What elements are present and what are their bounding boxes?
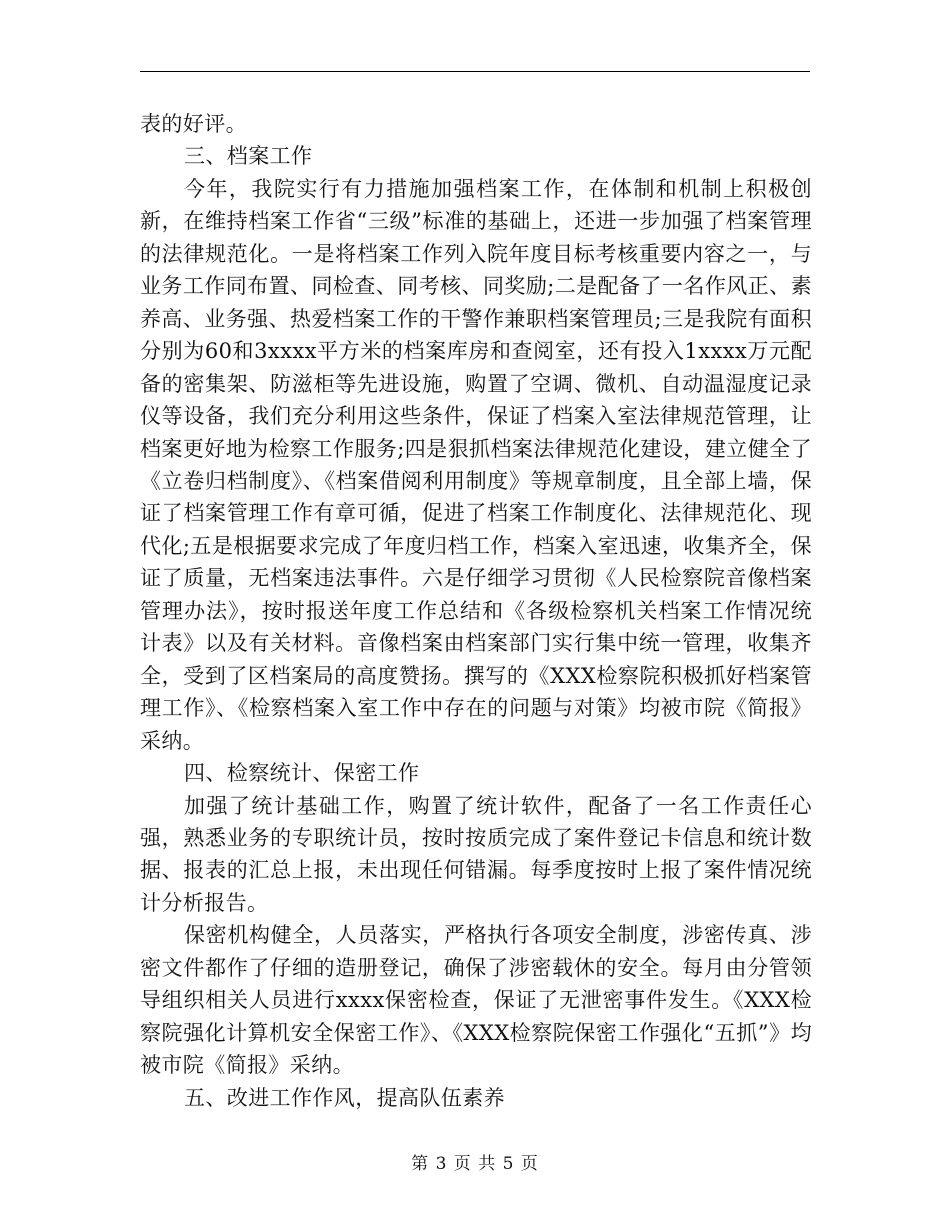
footer-page-number: 3 [435,1154,448,1174]
document-body [140,108,812,1114]
page-footer [0,1152,950,1176]
paragraph-secrecy: 保密机构健全，人员落实，严格执行各项安全制度，涉密传真、涉密文件都作了仔细的造册登记，确保了涉密载休的安全。每月由分管领导组织相关人员进行xxxx保密检查，保证了无泄密事件发生。《XXX检察院强化计算机安全保密工作》、《XXX检察院保密工作强化“五抓”》均被市院《简报》采纳。 [140,923,812,1078]
paragraph-archives: 今年，我院实行有力措施加强档案工作，在体制和机制上积极创新，在维持档案工作省“三级”标准的基础上，还进一步加强了档案管理的法律规范化。一是将档案工作列入院年度目标考核重要内容之一，与业务工作同布置、同检查、同考核、同奖励;二是配备了一名作风正、素养高、业务强、热爱档案工作的干警作兼职档案管理员;三是我院有面积分别为60和3xxxx平方米的档案库房和查阅室，还有投入1xxxx万元配备的密集架、防滋柜等先进设施，购置了空调、微机、自动温湿度记录仪等设备，我们充分利用这些条件，保证了档案入室法律规范管理，让档案更好地为检察工作服务;四是狠抓档案法律规范化建设，建立健全了《立卷归档制度》、《档案借阅利用制度》等规章制度，且全部上墙，保证了档案管理工作有章可循，促进了档案工作制度化、法律规范化、现代化;五是根据要求完成了年度归档工作，档案入室迅速，收集齐全，保证了质量，无档案违法事件。六是仔细学习贯彻《人民检察院音像档案管理办法》，按时报送年度工作总结和《各级检察机关档案工作情况统计表》以及有关材料。音像档案由档案部门实行集中统一管理，收集齐全，受到了区档案局的高度赞扬。撰写的《XXX检察院积极抓好档案管理工作》、《检察档案入室工作中存在的问题与对策》均被市院《简报》采纳。 [140,176,812,753]
footer-prefix: 第 [411,1154,430,1174]
footer-middle: 页 共 [453,1154,497,1174]
footer-suffix: 页 [520,1154,539,1174]
paragraph-1: 表的好评。 [140,112,247,136]
header-rule [140,71,810,72]
section-heading-archives: 三、档案工作 [184,144,313,169]
paragraph-statistics: 加强了统计基础工作，购置了统计软件，配备了一名工作责任心强，熟悉业务的专职统计员，按时按质完成了案件登记卡信息和统计数据、报表的汇总上报，未出现任何错漏。每季度按时上报了案件情况统计分析报告。 [140,793,812,915]
section-heading-work-style: 五、改进工作作风，提高队伍素养 [184,1085,505,1110]
section-heading-statistics-secrecy: 四、检察统计、保密工作 [184,761,420,786]
footer-total-pages: 5 [502,1154,515,1174]
